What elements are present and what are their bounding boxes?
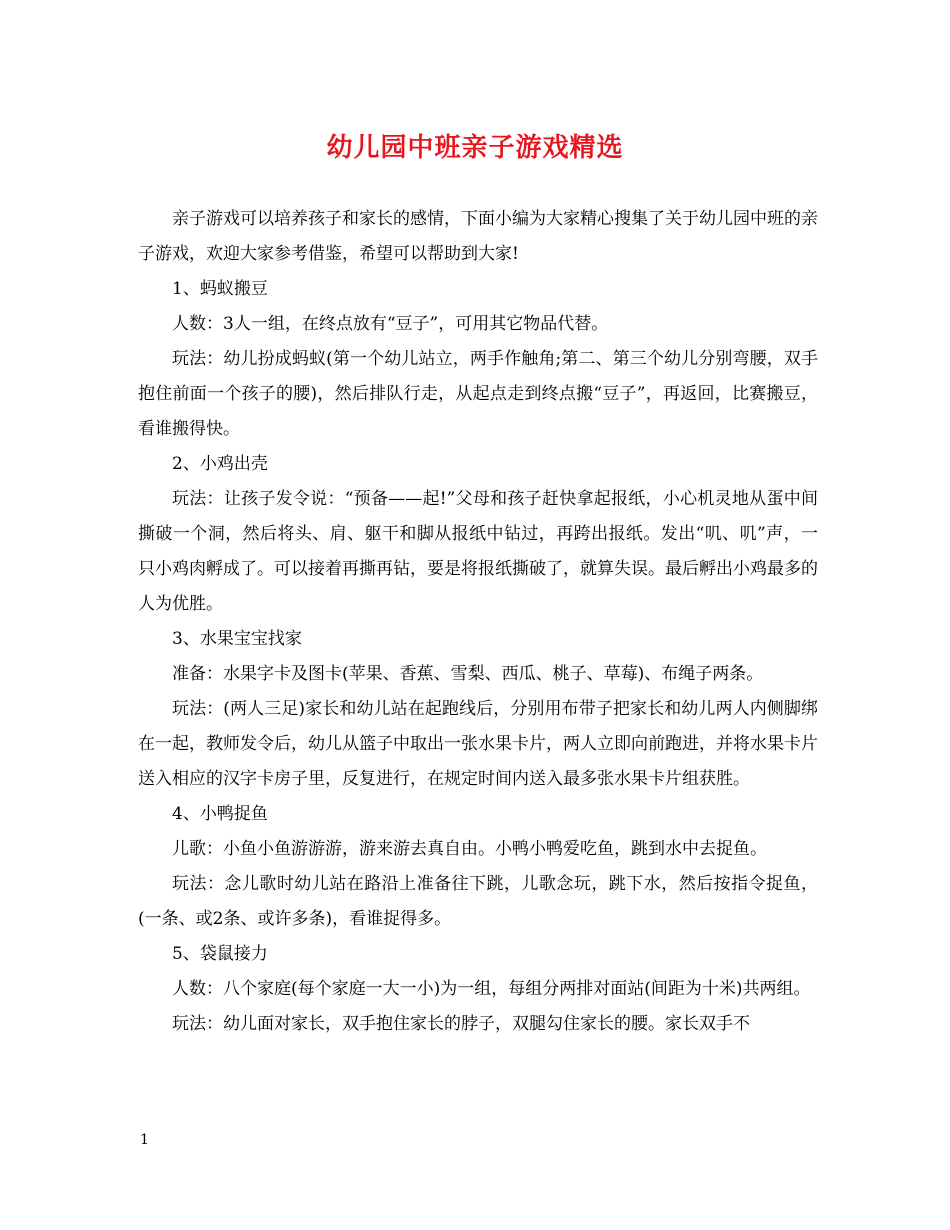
document-body bbox=[138, 202, 818, 1042]
paragraph: 玩法：念儿歌时幼儿站在路沿上准备往下跳，儿歌念玩，跳下水，然后按指令捉鱼，(一条、或2条、或许多条)，看谁捉得多。 bbox=[138, 874, 818, 929]
paragraph: 玩法：幼儿扮成蚂蚁(第一个幼儿站立，两手作触角;第二、第三个幼儿分别弯腰，双手抱住前面一个孩子的腰)，然后排队行走，从起点走到终点搬“豆子”，再返回，比赛搬豆，看谁搬得快。 bbox=[138, 349, 818, 439]
paragraph: 人数：3人一组，在终点放有“豆子”，可用其它物品代替。 bbox=[172, 314, 609, 334]
section-heading-1: 1、蚂蚁搬豆 bbox=[172, 279, 268, 299]
section-heading-5: 5、袋鼠接力 bbox=[172, 944, 268, 964]
section-heading-2: 2、小鸡出壳 bbox=[172, 454, 268, 474]
paragraph: 玩法：让孩子发令说：“预备——起!”父母和孩子赶快拿起报纸，小心机灵地从蛋中间撕破一个洞，然后将头、肩、躯干和脚从报纸中钻过，再跨出报纸。发出“叽、叽”声，一只小鸡肉孵成了。可以接着再撕再钻，要是将报纸撕破了，就算失误。最后孵出小鸡最多的人为优胜。 bbox=[138, 489, 818, 614]
section-heading-4: 4、小鸭捉鱼 bbox=[172, 804, 268, 824]
paragraph: 人数：八个家庭(每个家庭一大一小)为一组，每组分两排对面站(间距为十米)共两组。 bbox=[172, 979, 811, 999]
section-heading-3: 3、水果宝宝找家 bbox=[172, 629, 302, 649]
paragraph: 玩法：幼儿面对家长，双手抱住家长的脖子，双腿勾住家长的腰。家长双手不 bbox=[172, 1014, 750, 1034]
paragraph: 玩法：(两人三足)家长和幼儿站在起跑线后，分别用布带子把家长和幼儿两人内侧脚绑在一起，教师发令后，幼儿从篮子中取出一张水果卡片，两人立即向前跑进，并将水果卡片送入相应的汉字卡房子里，反复进行，在规定时间内送入最多张水果卡片组获胜。 bbox=[138, 699, 818, 789]
paragraph: 准备：水果字卡及图卡(苹果、香蕉、雪梨、西瓜、桃子、草莓)、布绳子两条。 bbox=[172, 664, 764, 684]
page-number: 1 bbox=[140, 1132, 149, 1148]
intro-paragraph: 亲子游戏可以培养孩子和家长的感情，下面小编为大家精心搜集了关于幼儿园中班的亲子游戏，欢迎大家参考借鉴，希望可以帮助到大家! bbox=[138, 209, 818, 264]
document-title: 幼儿园中班亲子游戏精选 bbox=[326, 133, 624, 163]
paragraph: 儿歌：小鱼小鱼游游游，游来游去真自由。小鸭小鸭爱吃鱼，跳到水中去捉鱼。 bbox=[172, 839, 767, 859]
